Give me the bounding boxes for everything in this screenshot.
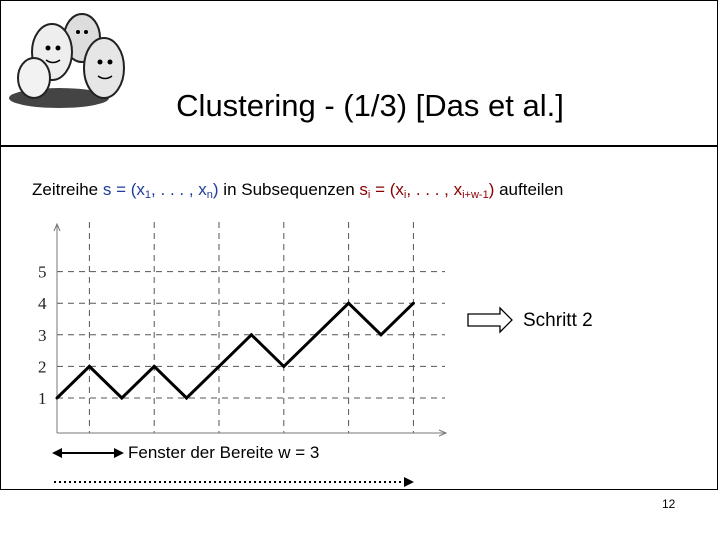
series-def-close: ) xyxy=(212,180,219,199)
title-separator xyxy=(0,145,718,147)
step-arrow-icon xyxy=(468,308,512,332)
data-point xyxy=(250,333,253,336)
subtitle-suffix: aufteilen xyxy=(494,180,564,199)
y-tick-label: 1 xyxy=(38,389,47,408)
data-point xyxy=(120,397,123,400)
y-tick-label: 3 xyxy=(38,325,47,345)
series-def-mid: , . . . , x xyxy=(151,180,207,199)
sequence-arrow-icon xyxy=(404,477,414,487)
subseq-sub-i2: i xyxy=(403,189,407,201)
data-point xyxy=(185,397,188,400)
chart-series xyxy=(56,302,415,400)
subsequence-definition xyxy=(359,180,494,199)
slide-title: Clustering - (1/3) [Das et al.] xyxy=(176,88,564,123)
window-label: Fenster der Bereite w = 3 xyxy=(128,443,320,462)
window-arrow-right-icon xyxy=(114,448,124,458)
data-point xyxy=(347,302,350,305)
page-number: 12 xyxy=(662,497,676,511)
series-def-subn: n xyxy=(206,189,213,201)
subseq-s: s xyxy=(359,180,368,199)
subseq-sub-i: i xyxy=(367,189,371,201)
time-series-chart xyxy=(0,215,720,490)
y-tick-label: 2 xyxy=(38,357,47,377)
subseq-eq: = (x xyxy=(370,180,404,199)
series-line xyxy=(57,303,413,398)
y-tick-label: 4 xyxy=(38,294,47,314)
series-def-sub1: 1 xyxy=(144,189,152,201)
data-point xyxy=(315,333,318,336)
subseq-mid: , . . . , x xyxy=(406,180,463,199)
step-label: Schritt 2 xyxy=(523,310,593,331)
subtitle-prefix: Zeitreihe xyxy=(32,180,103,199)
subseq-close: ) xyxy=(488,180,495,199)
subtitle-middle: in Subsequenzen xyxy=(218,180,360,199)
subtitle xyxy=(32,180,563,201)
data-point xyxy=(88,365,91,368)
subseq-sub-iw: i+w-1 xyxy=(462,189,489,201)
series-def-text: s = (x xyxy=(102,180,145,199)
data-point xyxy=(412,302,415,305)
y-tick-labels xyxy=(38,263,47,408)
window-arrow-left-icon xyxy=(52,448,62,458)
data-point xyxy=(282,365,285,368)
data-point xyxy=(56,397,59,400)
data-point xyxy=(153,365,156,368)
data-point xyxy=(218,365,221,368)
data-point xyxy=(380,333,383,336)
series-definition xyxy=(103,180,219,199)
y-tick-label: 5 xyxy=(38,262,47,282)
